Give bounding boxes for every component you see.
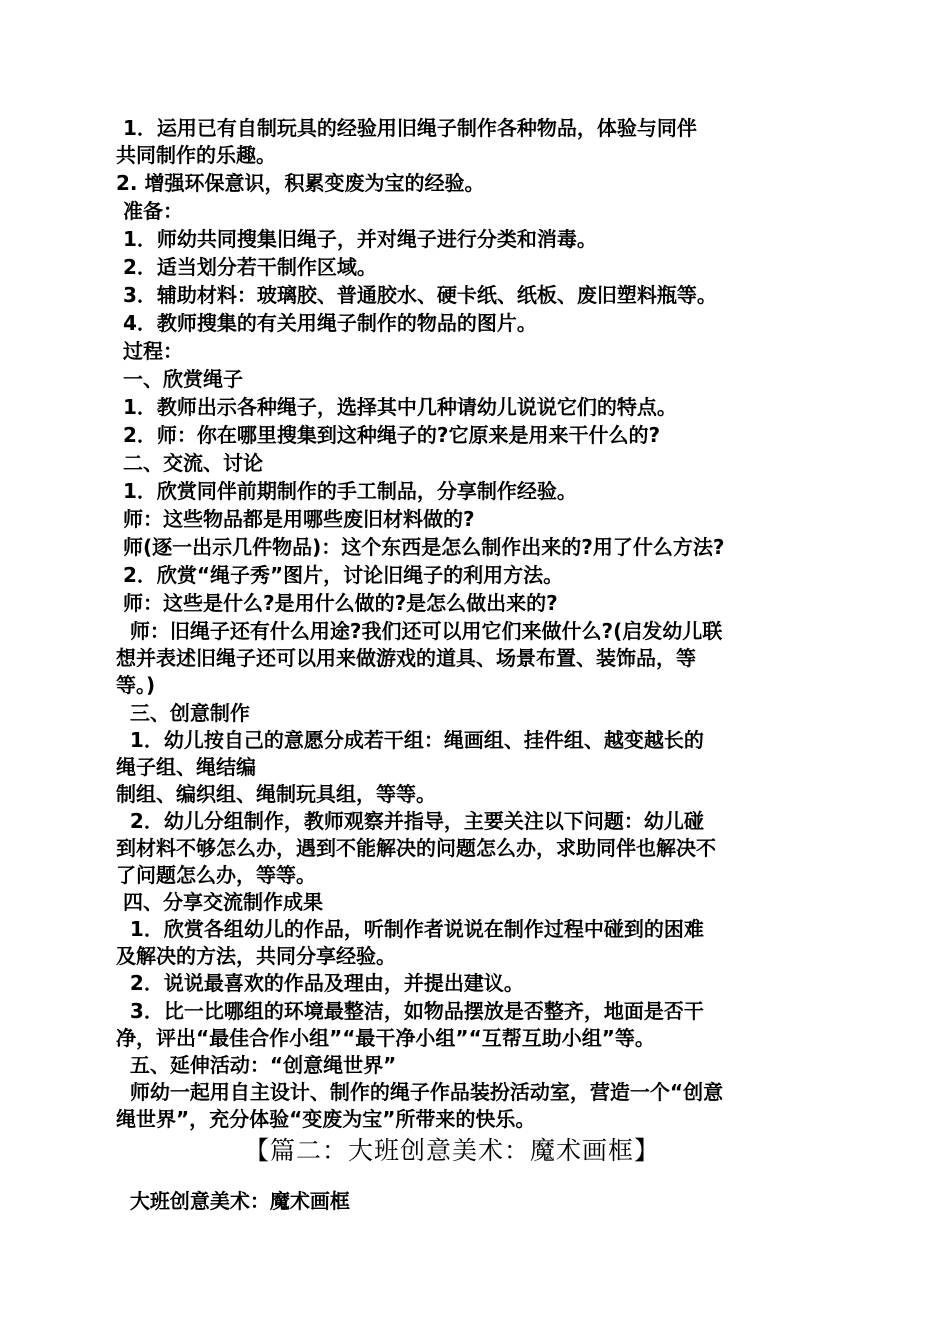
text-line: 1．欣赏同伴前期制作的手工制品，分享制作经验。 xyxy=(116,479,577,503)
text-line: 制组、编织组、绳制玩具组，等等。 xyxy=(116,782,436,806)
text-line: 3．辅助材料：玻璃胶、普通胶水、硬卡纸、纸板、废旧塑料瓶等。 xyxy=(116,283,717,307)
section-heading-line: 四、分享交流制作成果 xyxy=(116,890,323,914)
section-heading-line: 二、交流、讨论 xyxy=(116,451,263,475)
text-line: 2．师：你在哪里搜集到这种绳子的?它原来是用来干什么的? xyxy=(116,423,661,447)
text-line: 4．教师搜集的有关用绳子制作的物品的图片。 xyxy=(116,311,537,335)
text-line: 师(逐一出示几件物品)：这个东西是怎么制作出来的?用了什么方法? xyxy=(116,535,725,559)
text-line: 师：这些是什么?是用什么做的?是怎么做出来的? xyxy=(116,591,558,615)
text-line: 到材料不够怎么办，遇到不能解决的问题怎么办，求助同伴也解决不 xyxy=(116,836,716,860)
text-line: 3．比一比哪组的环境最整洁，如物品摆放是否整齐，地面是否干 xyxy=(116,999,704,1023)
text-line: 师幼一起用自主设计、制作的绳子作品装扮活动室，营造一个“创意 xyxy=(116,1080,724,1104)
text-line: 共同制作的乐趣。 xyxy=(116,143,276,167)
section-heading-line: 五、延伸活动：“创意绳世界” xyxy=(116,1053,397,1077)
text-line: 及解决的方法，共同分享经验。 xyxy=(116,944,396,968)
text-line: 想并表述旧绳子还可以用来做游戏的道具、场景布置、装饰品，等 xyxy=(116,646,696,670)
section-heading-line: 一、欣赏绳子 xyxy=(116,367,243,391)
text-line: 1．师幼共同搜集旧绳子，并对绳子进行分类和消毒。 xyxy=(116,227,597,251)
text-line: 绳世界”，充分体验“变废为宝”所带来的快乐。 xyxy=(116,1107,536,1131)
text-line: 净，评出“最佳合作小组”“最干净小组”“互帮互助小组”等。 xyxy=(116,1026,655,1050)
text-line: 师：旧绳子还有什么用途?我们还可以用它们来做什么?(启发幼儿联 xyxy=(116,619,723,643)
text-line: 绳子组、绳结编 xyxy=(116,755,256,779)
article-section-title: 【篇二：大班创意美术：魔术画框】 xyxy=(244,1136,661,1165)
text-line: 等。) xyxy=(116,673,156,697)
text-line: 1．教师出示各种绳子，选择其中几种请幼儿说说它们的特点。 xyxy=(116,395,677,419)
text-line: 1．欣赏各组幼儿的作品，听制作者说说在制作过程中碰到的困难 xyxy=(116,917,704,941)
text-line: 2．欣赏“绳子秀”图片，讨论旧绳子的利用方法。 xyxy=(116,563,564,587)
text-line: 2．适当划分若干制作区域。 xyxy=(116,255,377,279)
text-line: 了问题怎么办，等等。 xyxy=(116,863,316,887)
text-line: 师：这些物品都是用哪些废旧材料做的? xyxy=(116,507,475,531)
text-line: 2．说说最喜欢的作品及理由，并提出建议。 xyxy=(116,971,524,995)
text-line: 2．幼儿分组制作，教师观察并指导，主要关注以下问题：幼儿碰 xyxy=(116,809,704,833)
text-line: 1．运用已有自制玩具的经验用旧绳子制作各种物品，体验与同伴 xyxy=(116,116,697,140)
section-label: 过程： xyxy=(116,339,183,363)
section-heading-line: 三、创意制作 xyxy=(116,701,250,725)
section-label: 准备： xyxy=(116,199,183,223)
text-line: 2. 增强环保意识，积累变废为宝的经验。 xyxy=(116,171,485,195)
article-subtitle: 大班创意美术：魔术画框 xyxy=(116,1189,350,1213)
text-line: 1．幼儿按自己的意愿分成若干组：绳画组、挂件组、越变越长的 xyxy=(116,728,704,752)
